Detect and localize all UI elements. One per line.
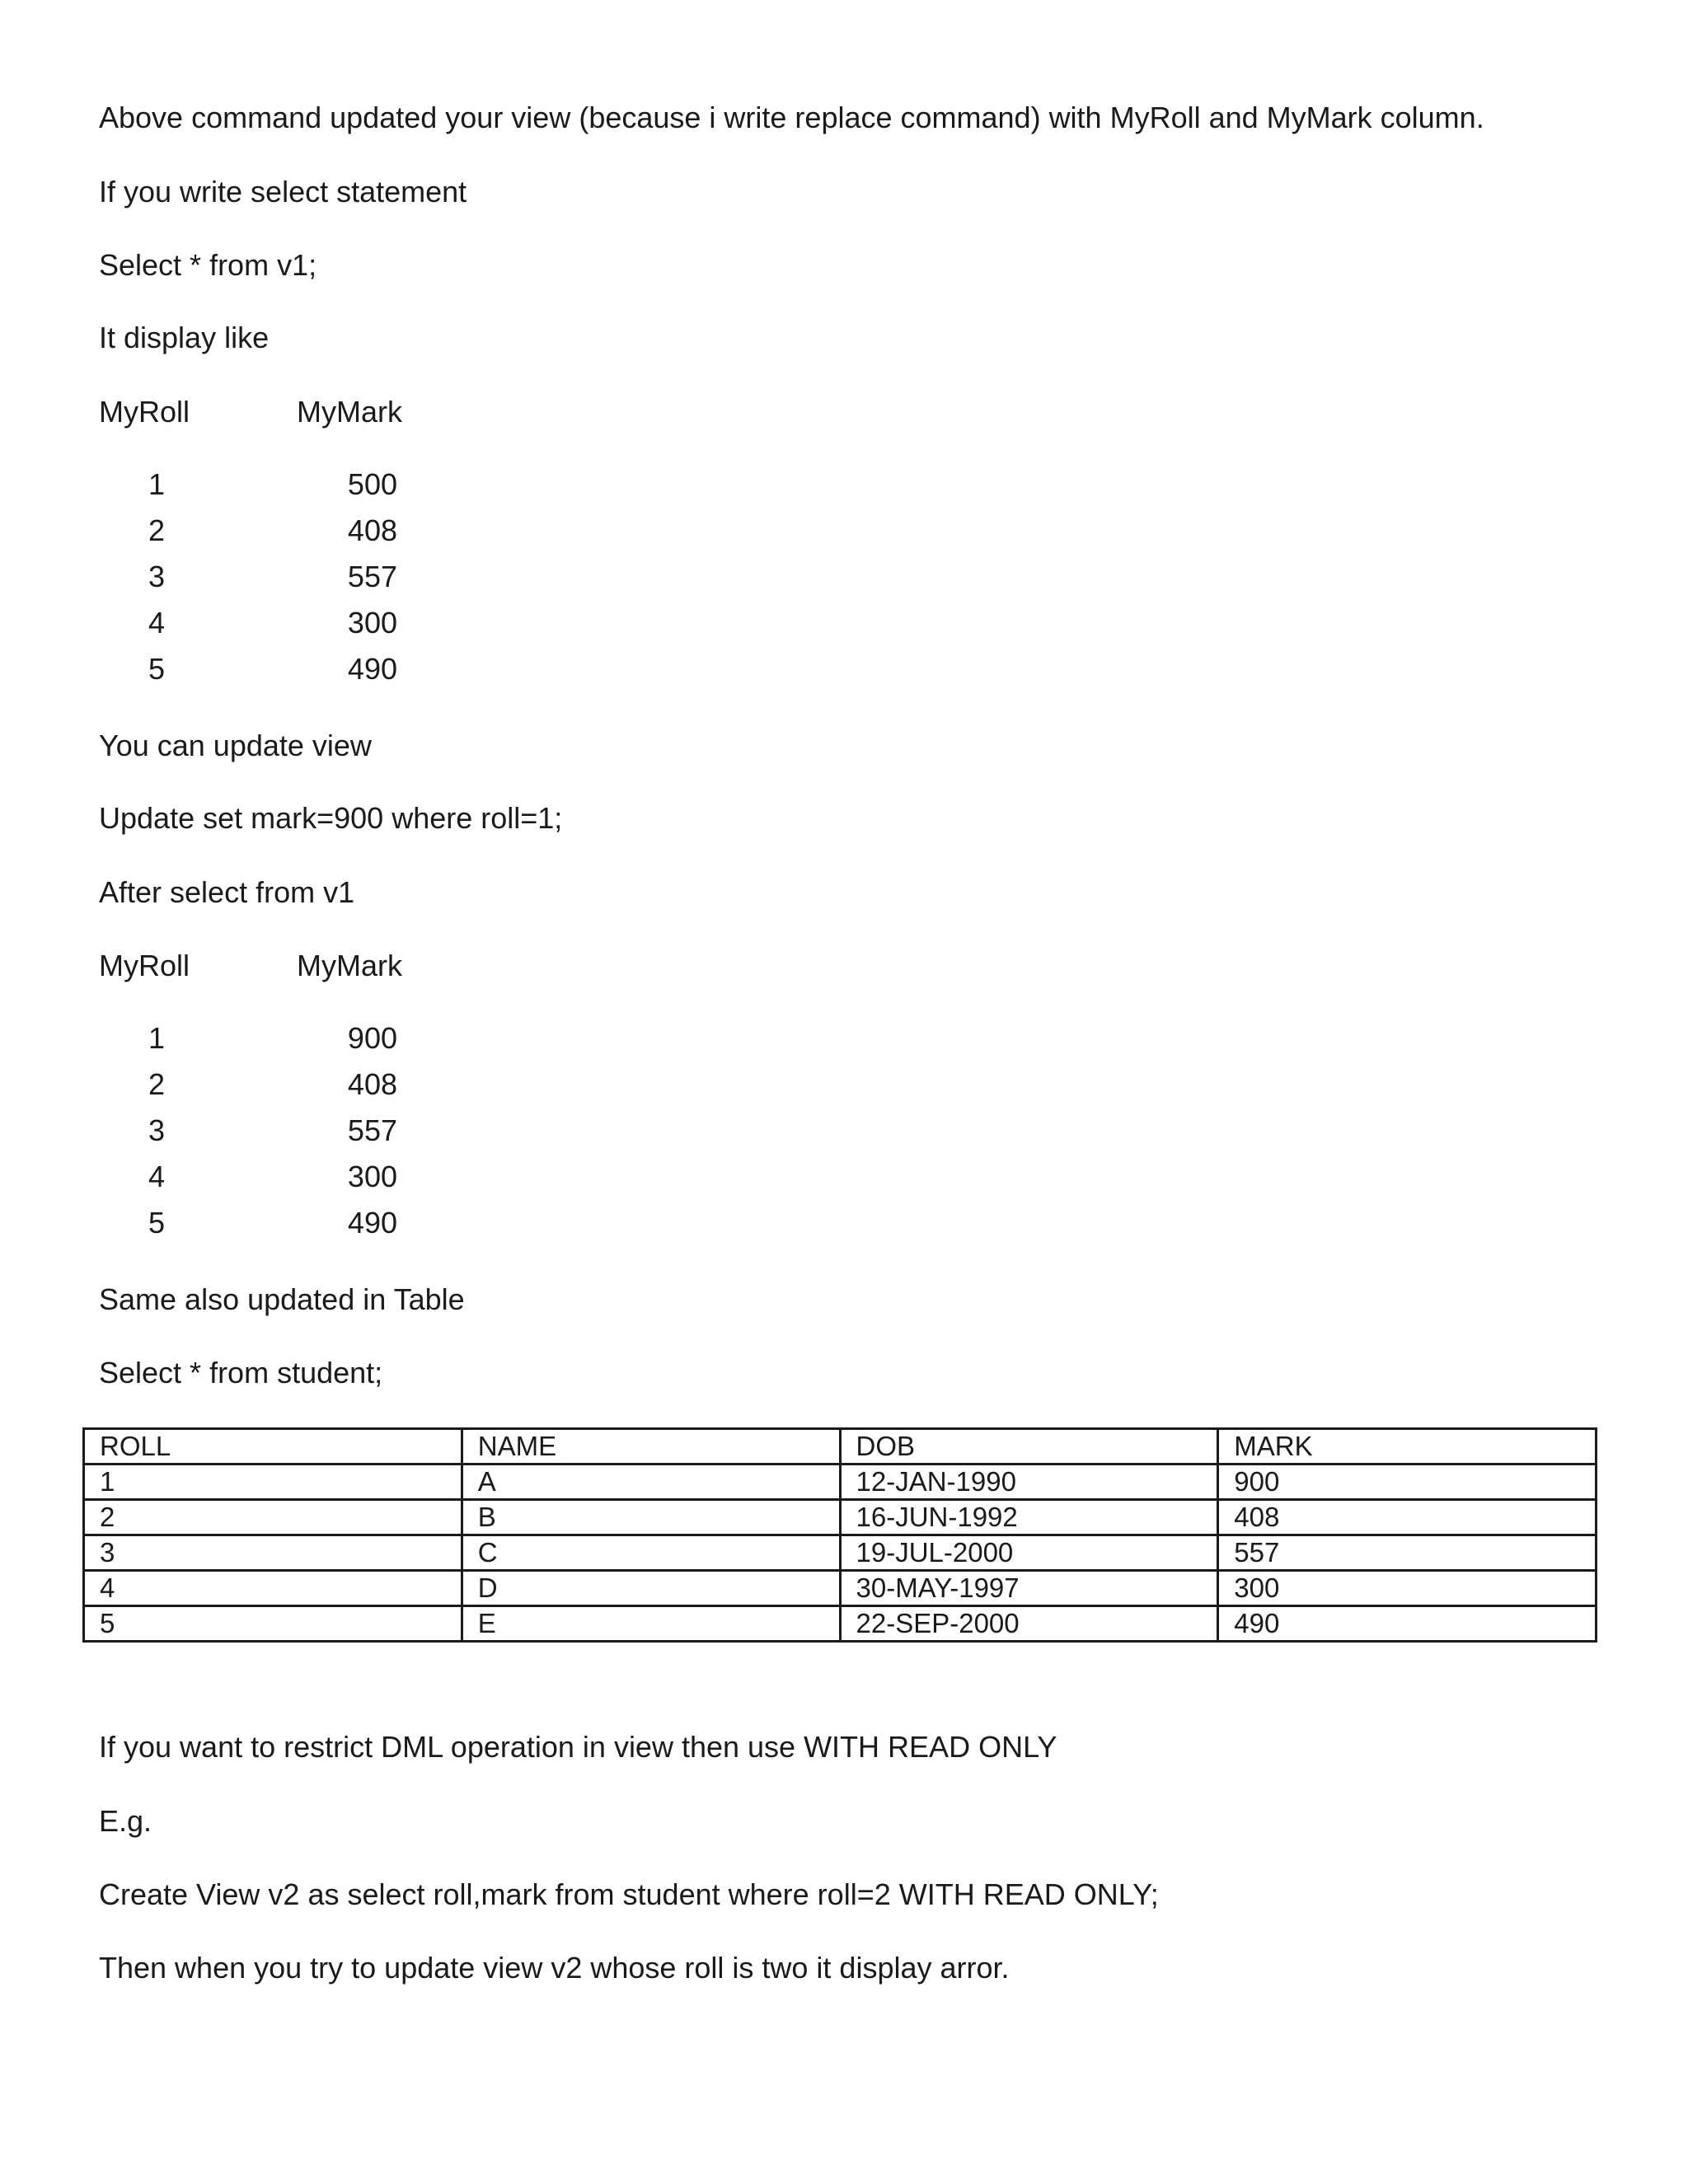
table-header-row	[84, 1429, 1597, 1465]
paragraph-read-only: If you want to restrict DML operation in view then use WITH READ ONLY	[99, 1730, 1057, 1764]
view-cell-roll: 4	[148, 606, 166, 640]
paragraph-select-intro: If you write select statement	[99, 175, 467, 209]
paragraph-update-view: You can update view	[99, 729, 372, 762]
view-cell-mark: 408	[347, 1067, 397, 1101]
table-row	[84, 1571, 1597, 1606]
view-cell-roll: 2	[148, 1067, 166, 1101]
table-header-cell: MARK	[1218, 1429, 1597, 1465]
table-cell: 5	[84, 1606, 462, 1642]
table-cell: E	[462, 1606, 840, 1642]
view-cell-mark: 900	[347, 1021, 397, 1055]
paragraph-view-updated: Above command updated your view (because i write replace command) with MyRoll and MyMark column.	[99, 101, 1484, 134]
table-cell: B	[462, 1500, 840, 1535]
table-cell: 19-JUL-2000	[840, 1535, 1218, 1571]
view-cell-roll: 5	[148, 652, 166, 686]
column-header-myroll: MyRoll	[99, 395, 190, 429]
table-cell: 300	[1218, 1571, 1597, 1606]
table-header-cell: NAME	[462, 1429, 840, 1465]
code-select-student: Select * from student;	[99, 1356, 383, 1390]
view-cell-mark: 300	[347, 1160, 397, 1193]
table-cell: 30-MAY-1997	[840, 1571, 1218, 1606]
code-update-statement: Update set mark=900 where roll=1;	[99, 801, 563, 835]
view-cell-roll: 3	[148, 1113, 166, 1147]
view-cell-roll: 2	[148, 513, 166, 547]
view-cell-mark: 557	[347, 560, 397, 593]
table-cell: 1	[84, 1465, 462, 1500]
view-cell-mark: 557	[347, 1113, 397, 1147]
table-cell: 4	[84, 1571, 462, 1606]
table-cell: C	[462, 1535, 840, 1571]
table-cell: 22-SEP-2000	[840, 1606, 1218, 1642]
table-row	[84, 1535, 1597, 1571]
table-cell: 16-JUN-1992	[840, 1500, 1218, 1535]
student-table	[82, 1427, 1597, 1643]
view-cell-mark: 500	[347, 467, 397, 501]
view-cell-mark: 408	[347, 513, 397, 547]
code-select-v1: Select * from v1;	[99, 248, 317, 282]
view-cell-roll: 3	[148, 560, 166, 593]
table-header-cell: DOB	[840, 1429, 1218, 1465]
view-cell-roll: 5	[148, 1206, 166, 1240]
view-cell-roll: 1	[148, 467, 166, 501]
table-cell: 2	[84, 1500, 462, 1535]
column-header-mymark: MyMark	[297, 949, 402, 982]
table-cell: 490	[1218, 1606, 1597, 1642]
table-row	[84, 1500, 1597, 1535]
table-row	[84, 1465, 1597, 1500]
table-cell: 408	[1218, 1500, 1597, 1535]
table-cell: D	[462, 1571, 840, 1606]
table-cell: 12-JAN-1990	[840, 1465, 1218, 1500]
code-create-view: Create View v2 as select roll,mark from student where roll=2 WITH READ ONLY;	[99, 1877, 1159, 1911]
column-header-mymark: MyMark	[297, 395, 402, 429]
paragraph-after-select: After select from v1	[99, 875, 355, 909]
paragraph-table-updated: Same also updated in Table	[99, 1282, 465, 1316]
table-cell: A	[462, 1465, 840, 1500]
view-cell-roll: 4	[148, 1160, 166, 1193]
table-cell: 900	[1218, 1465, 1597, 1500]
view-cell-mark: 490	[347, 1206, 397, 1240]
view-cell-roll: 1	[148, 1021, 166, 1055]
table-header-cell: ROLL	[84, 1429, 462, 1465]
view-cell-mark: 490	[347, 652, 397, 686]
paragraph-display-like: It display like	[99, 321, 270, 354]
paragraph-error-note: Then when you try to update view v2 whose roll is two it display arror.	[99, 1951, 1010, 1985]
column-header-myroll: MyRoll	[99, 949, 190, 982]
table-cell: 557	[1218, 1535, 1597, 1571]
table-row	[84, 1606, 1597, 1642]
paragraph-example-label: E.g.	[99, 1804, 152, 1838]
table-cell: 3	[84, 1535, 462, 1571]
view-cell-mark: 300	[347, 606, 397, 640]
